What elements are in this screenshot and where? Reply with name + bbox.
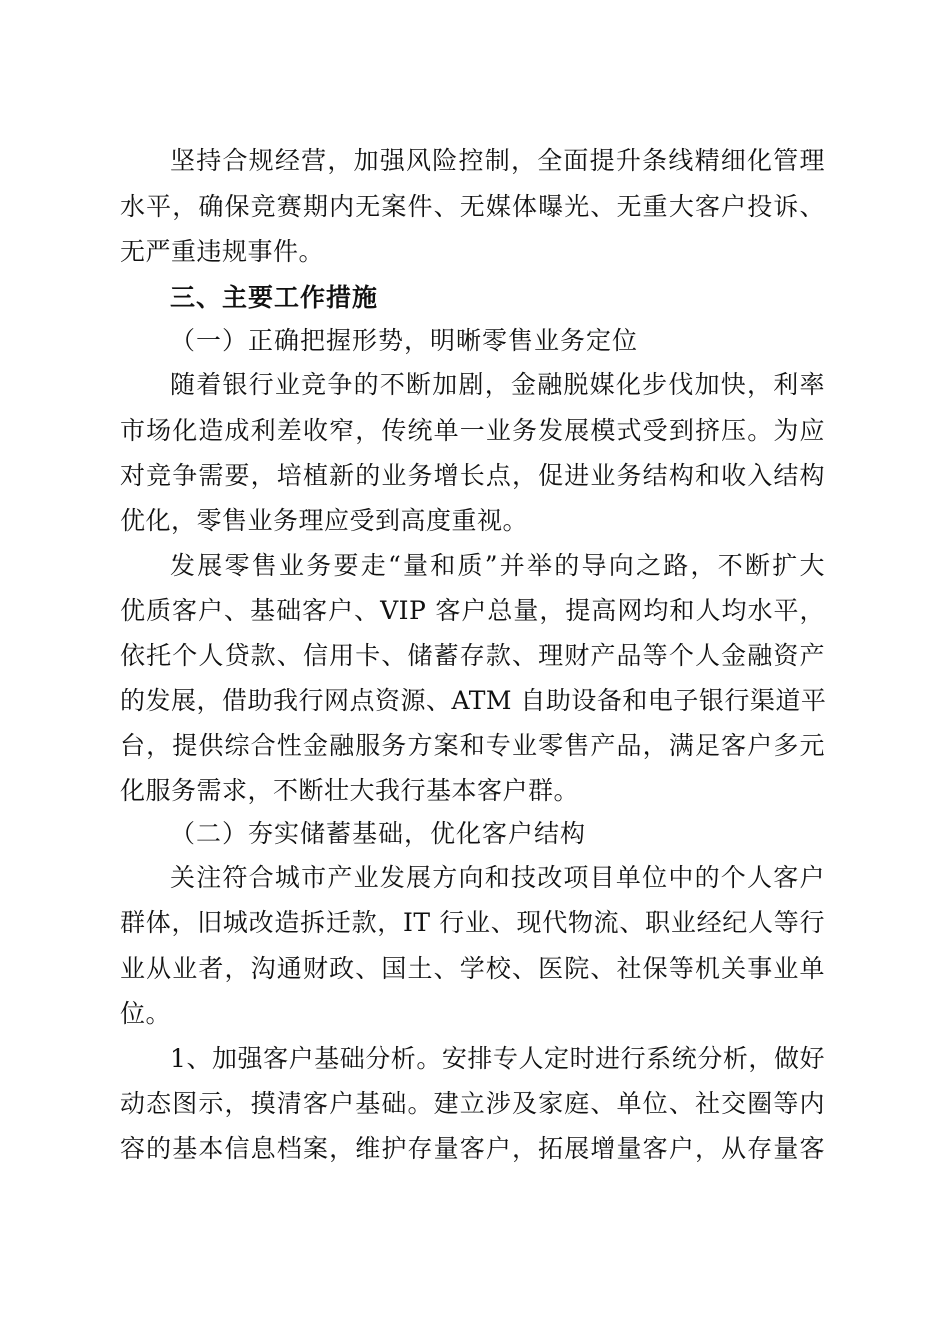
subsection-heading: （二）夯实储蓄基础，优化客户结构 xyxy=(170,819,587,848)
paragraph-line: 的发展，借助我行网点资源、ATM 自助设备和电子银行渠道平 xyxy=(120,686,827,715)
paragraph-line: 业从业者，沟通财政、国土、学校、医院、社保等机关事业单 xyxy=(120,954,825,983)
paragraph-line: 1、加强客户基础分析。安排专人定时进行系统分析，做好 xyxy=(170,1044,825,1073)
paragraph-line: 台，提供综合性金融服务方案和专业零售产品，满足客户多元 xyxy=(120,731,825,760)
paragraph-line: 动态图示，摸清客户基础。建立涉及家庭、单位、社交圈等内 xyxy=(120,1089,825,1118)
paragraph-line: 坚持合规经营，加强风险控制，全面提升条线精细化管理 xyxy=(170,146,825,175)
paragraph-line: 优质客户、基础客户、VIP 客户总量，提高网均和人均水平， xyxy=(120,596,825,625)
paragraph-line: 市场化造成利差收窄，传统单一业务发展模式受到挤压。为应 xyxy=(120,416,825,445)
paragraph-line: 依托个人贷款、信用卡、储蓄存款、理财产品等个人金融资产 xyxy=(120,641,825,670)
paragraph-line: 发展零售业务要走“量和质”并举的导向之路，不断扩大 xyxy=(170,551,825,580)
paragraph-line: 容的基本信息档案，维护存量客户，拓展增量客户，从存量客 xyxy=(120,1134,825,1163)
paragraph-line: 关注符合城市产业发展方向和技改项目单位中的个人客户 xyxy=(170,863,825,892)
section-heading: 三、主要工作措施 xyxy=(170,283,379,312)
paragraph-line: 对竞争需要，培植新的业务增长点，促进业务结构和收入结构 xyxy=(120,461,825,490)
paragraph-line: 位。 xyxy=(120,999,172,1028)
paragraph-line: 化服务需求，不断壮大我行基本客户群。 xyxy=(120,776,580,805)
paragraph-line: 无严重违规事件。 xyxy=(120,237,325,266)
paragraph-line: 随着银行业竞争的不断加剧，金融脱媒化步伐加快，利率 xyxy=(170,370,825,399)
paragraph-line: 水平，确保竞赛期内无案件、无媒体曝光、无重大客户投诉、 xyxy=(120,192,825,221)
subsection-heading: （一）正确把握形势，明晰零售业务定位 xyxy=(170,326,639,355)
paragraph-line: 优化，零售业务理应受到高度重视。 xyxy=(120,506,529,535)
paragraph-line: 群体，旧城改造拆迁款，IT 行业、现代物流、职业经纪人等行 xyxy=(120,908,825,937)
